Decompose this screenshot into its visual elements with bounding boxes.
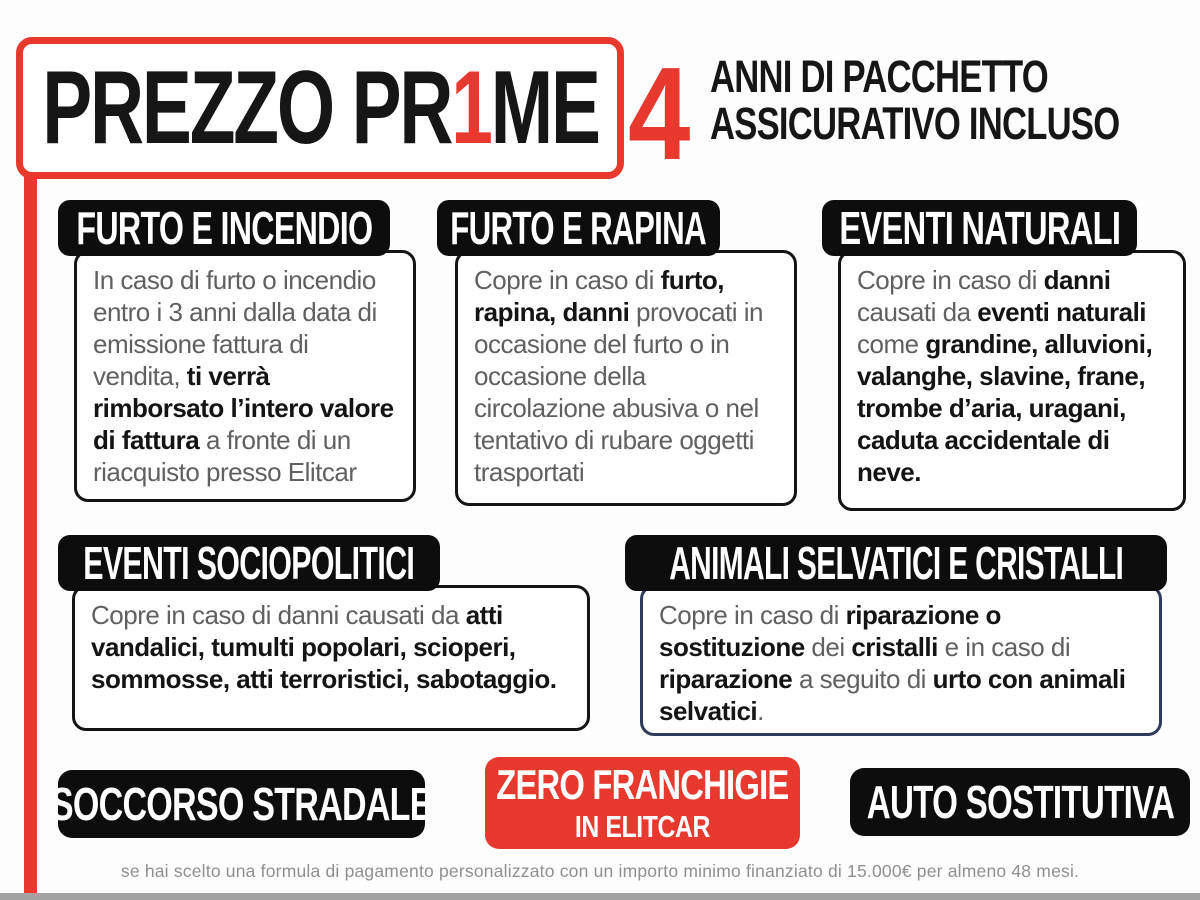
- header-subtitle-group: [628, 40, 1200, 187]
- card-title-badge: [437, 200, 720, 256]
- card-title-badge: [58, 200, 390, 256]
- badge-zero-franchigie: [485, 757, 800, 849]
- card-body: [74, 250, 416, 502]
- title-box: [16, 37, 624, 179]
- subtitle-lines: [710, 51, 1200, 149]
- badge-label-line1: ZERO FRANCHIGIE: [496, 761, 789, 808]
- card-text: Copre in caso di riparazione o sostituzione dei cristalli e in caso di riparazione a seguito di urto con animali selvatici.: [659, 600, 1126, 726]
- card-title: FURTO E RAPINA: [450, 202, 707, 254]
- subtitle-line2: ASSICURATIVO INCLUSO: [710, 97, 1120, 149]
- card-body: [640, 585, 1162, 736]
- title-accent-digit: 1: [450, 50, 491, 166]
- card-title-badge: [625, 535, 1167, 591]
- card-title-badge: [822, 200, 1137, 256]
- years-number: 4: [628, 40, 691, 187]
- badge-soccorso-stradale: [51, 770, 432, 838]
- card-title: FURTO E INCENDIO: [76, 202, 372, 254]
- card-text: Copre in caso di furto, rapina, danni provocati in occasione del furto o in occasione della circolazione abusiva o nel tentativo di rubare oggetti trasportati: [474, 265, 763, 487]
- red-vertical-line: [24, 160, 37, 893]
- title-part2: ME: [490, 50, 599, 166]
- card-title: EVENTI NATURALI: [839, 202, 1120, 254]
- badge-label: AUTO SOSTITUTIVA: [866, 776, 1174, 828]
- bottom-gray-bar: [0, 893, 1200, 900]
- title-part1: PREZZO PR: [41, 50, 451, 166]
- badge-label-line2: IN ELITCAR: [574, 809, 711, 844]
- card-text: In caso di furto o incendio entro i 3 anni dalla data di emissione fattura di vendita, ti verrà rimborsato l’intero valore di fattura a fronte di un riacquisto presso Elitcar: [93, 265, 394, 487]
- card-text: Copre in caso di danni causati da eventi naturali come grandine, alluvioni, valanghe, slavine, frane, trombe d’aria, uragani, caduta accidentale di neve.: [857, 265, 1153, 487]
- page-title: [41, 50, 599, 166]
- footnote: se hai scelto una formula di pagamento personalizzato con un importo minimo finanziato di 15.000€ per almeno 48 mesi.: [120, 861, 1080, 881]
- card-body: [72, 585, 590, 731]
- subtitle-line1: ANNI DI PACCHETTO: [710, 51, 1048, 102]
- badge-label: SOCCORSO STRADALE: [51, 778, 432, 830]
- card-body: [455, 250, 797, 506]
- badge-auto-sostitutiva: [850, 768, 1190, 836]
- card-title: ANIMALI SELVATICI E CRISTALLI: [669, 537, 1124, 589]
- card-title-badge: [58, 535, 440, 591]
- card-title: EVENTI SOCIOPOLITICI: [83, 537, 415, 589]
- card-text: Copre in caso di danni causati da atti vandalici, tumulti popolari, scioperi, sommosse, atti terroristici, sabotaggio.: [91, 600, 557, 694]
- card-body: [838, 250, 1186, 511]
